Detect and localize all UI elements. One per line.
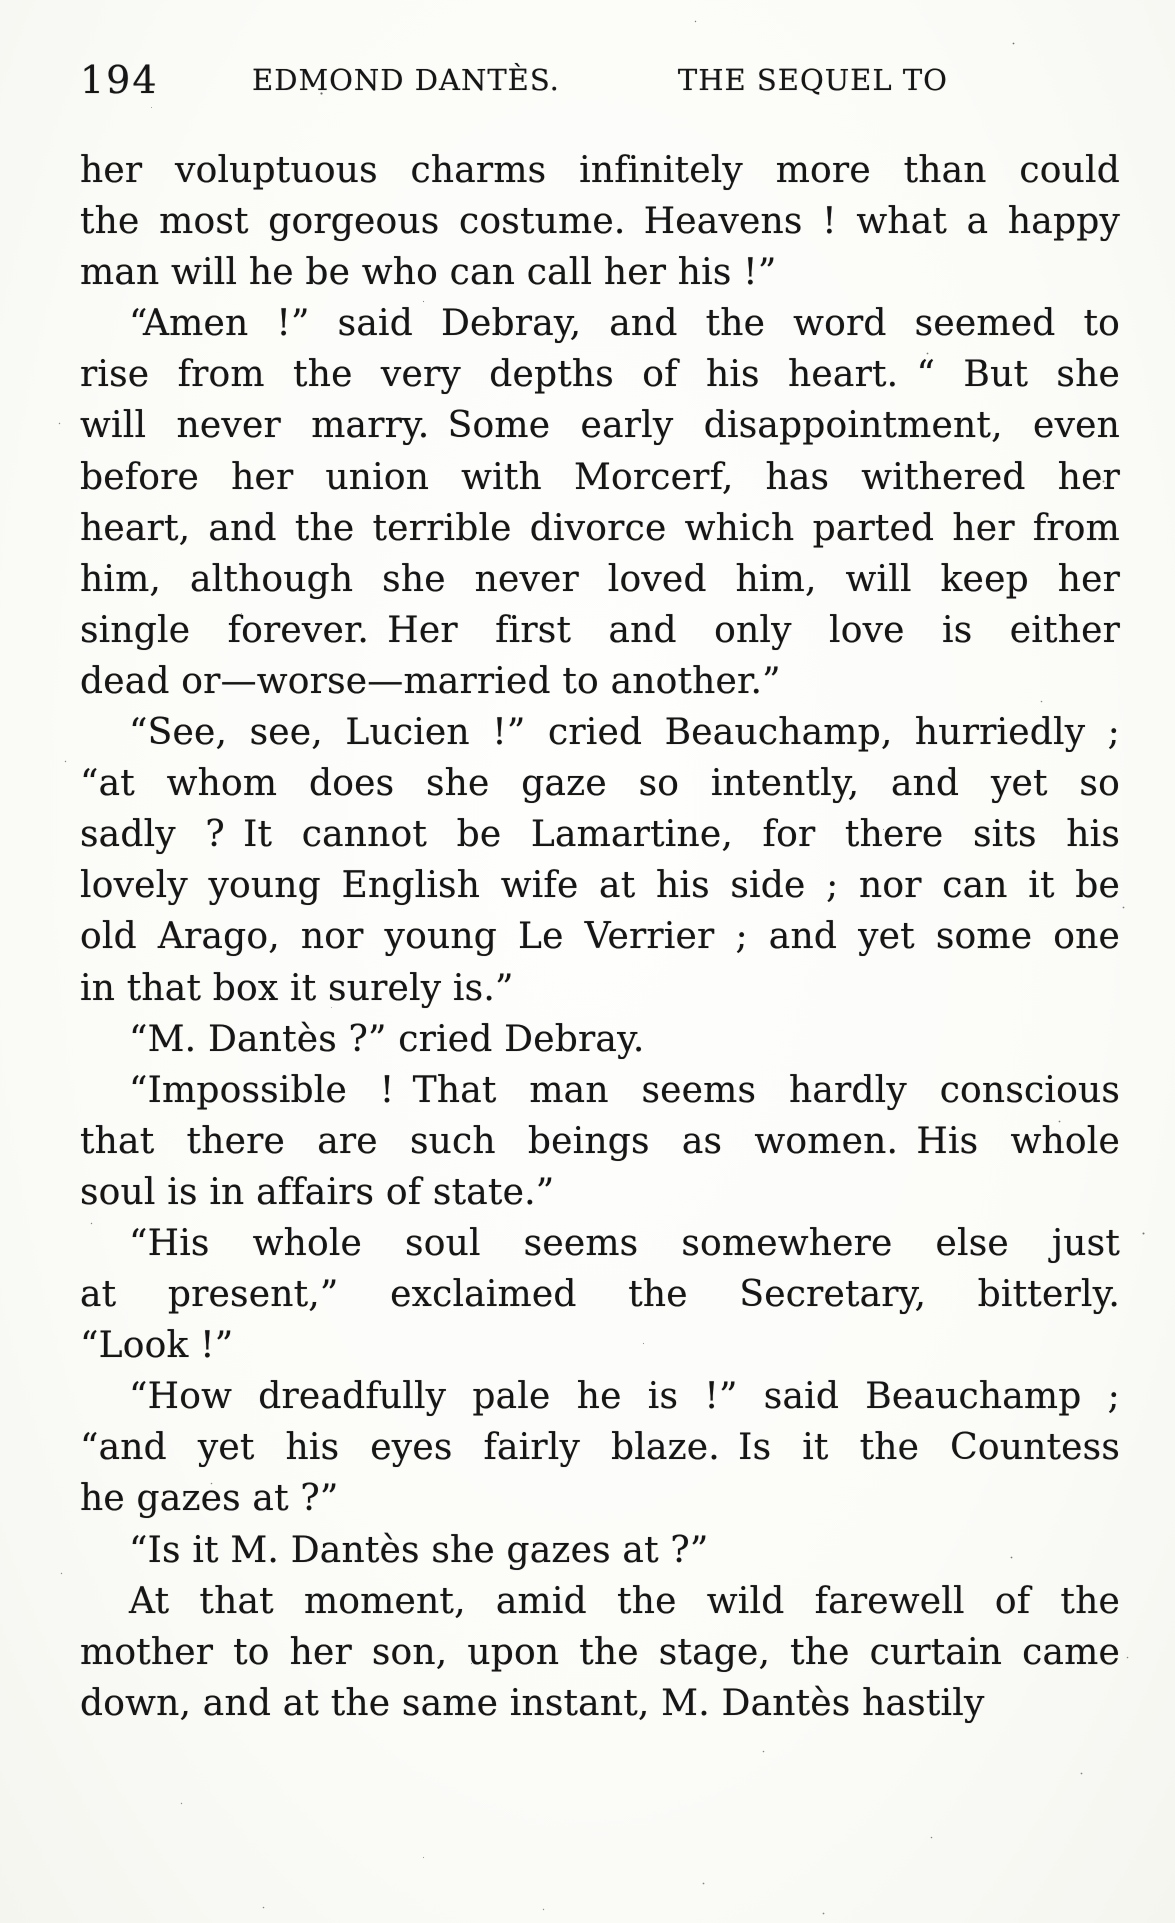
text-line: that there are such beings as women. His whole bbox=[80, 1120, 1120, 1162]
text-line: mother to her son, upon the stage, the curtain came bbox=[80, 1631, 1120, 1673]
text-line: “Is it M. Dantès she gazes at ?” bbox=[129, 1529, 709, 1571]
text-line: man will he be who can call her his !” bbox=[80, 252, 777, 294]
running-header-series-title: THE SEQUEL TO bbox=[677, 63, 948, 97]
paragraph bbox=[80, 1014, 1120, 1065]
text-line: heart, and the terrible divorce which parted her from bbox=[80, 507, 1120, 549]
paragraph bbox=[80, 1218, 1120, 1371]
text-line: “Amen !” said Debray, and the word seemed to bbox=[129, 303, 1120, 345]
text-line: in that box it surely is.” bbox=[80, 967, 514, 1009]
text-line: rise from the very depths of his heart. “ But she bbox=[80, 354, 1120, 396]
running-header bbox=[80, 58, 1120, 102]
paragraph bbox=[80, 1371, 1120, 1524]
text-line: “Look !” bbox=[80, 1325, 234, 1367]
page-header bbox=[80, 58, 1120, 106]
running-header-book-title: EDMOND DANTÈS. bbox=[252, 63, 560, 97]
text-line: soul is in affairs of state.” bbox=[80, 1171, 555, 1213]
text-line: before her union with Morcerf, has withered her bbox=[80, 456, 1120, 498]
text-line: “How dreadfully pale he is !” said Beauchamp ; bbox=[129, 1376, 1120, 1418]
text-line: sadly ? It cannot be Lamartine, for there sits his bbox=[80, 814, 1120, 856]
text-line: her voluptuous charms infinitely more than could bbox=[80, 150, 1120, 191]
paragraph bbox=[80, 298, 1120, 707]
paragraph bbox=[80, 1576, 1120, 1729]
text-line: “Impossible ! That man seems hardly conscious bbox=[129, 1069, 1120, 1111]
paragraph bbox=[80, 707, 1120, 1014]
text-line: single forever. Her first and only love is either bbox=[80, 609, 1120, 651]
text-line: “M. Dantès ?” cried Debray. bbox=[129, 1018, 645, 1060]
page-text bbox=[80, 145, 1120, 1729]
paragraph bbox=[80, 1065, 1120, 1218]
text-line: “See, see, Lucien !” cried Beauchamp, hurriedly ; bbox=[129, 712, 1120, 754]
text-line: “at whom does she gaze so intently, and yet so bbox=[80, 763, 1120, 805]
text-line: At that moment, amid the wild farewell of the bbox=[129, 1580, 1120, 1622]
text-line: him, although she never loved him, will keep her bbox=[80, 558, 1120, 600]
text-line: “His whole soul seems somewhere else just bbox=[129, 1222, 1120, 1264]
text-line: “and yet his eyes fairly blaze. Is it the Countess bbox=[80, 1427, 1120, 1469]
page-number: 194 bbox=[80, 58, 159, 102]
text-line: lovely young English wife at his side ; nor can it be bbox=[80, 865, 1120, 907]
paragraph bbox=[80, 1525, 1120, 1576]
text-line: the most gorgeous costume. Heavens ! what a happy bbox=[80, 201, 1120, 243]
text-line: dead or—worse—married to another.” bbox=[80, 660, 781, 702]
text-line: down, and at the same instant, M. Dantès hastily bbox=[80, 1682, 985, 1724]
text-line: will never marry. Some early disappointment, even bbox=[80, 405, 1120, 447]
text-line: old Arago, nor young Le Verrier ; and yet some one bbox=[80, 916, 1120, 958]
text-line: at present,” exclaimed the Secretary, bitterly. bbox=[80, 1274, 1120, 1316]
paragraph bbox=[80, 145, 1120, 298]
text-line: he gazes at ?” bbox=[80, 1478, 339, 1520]
